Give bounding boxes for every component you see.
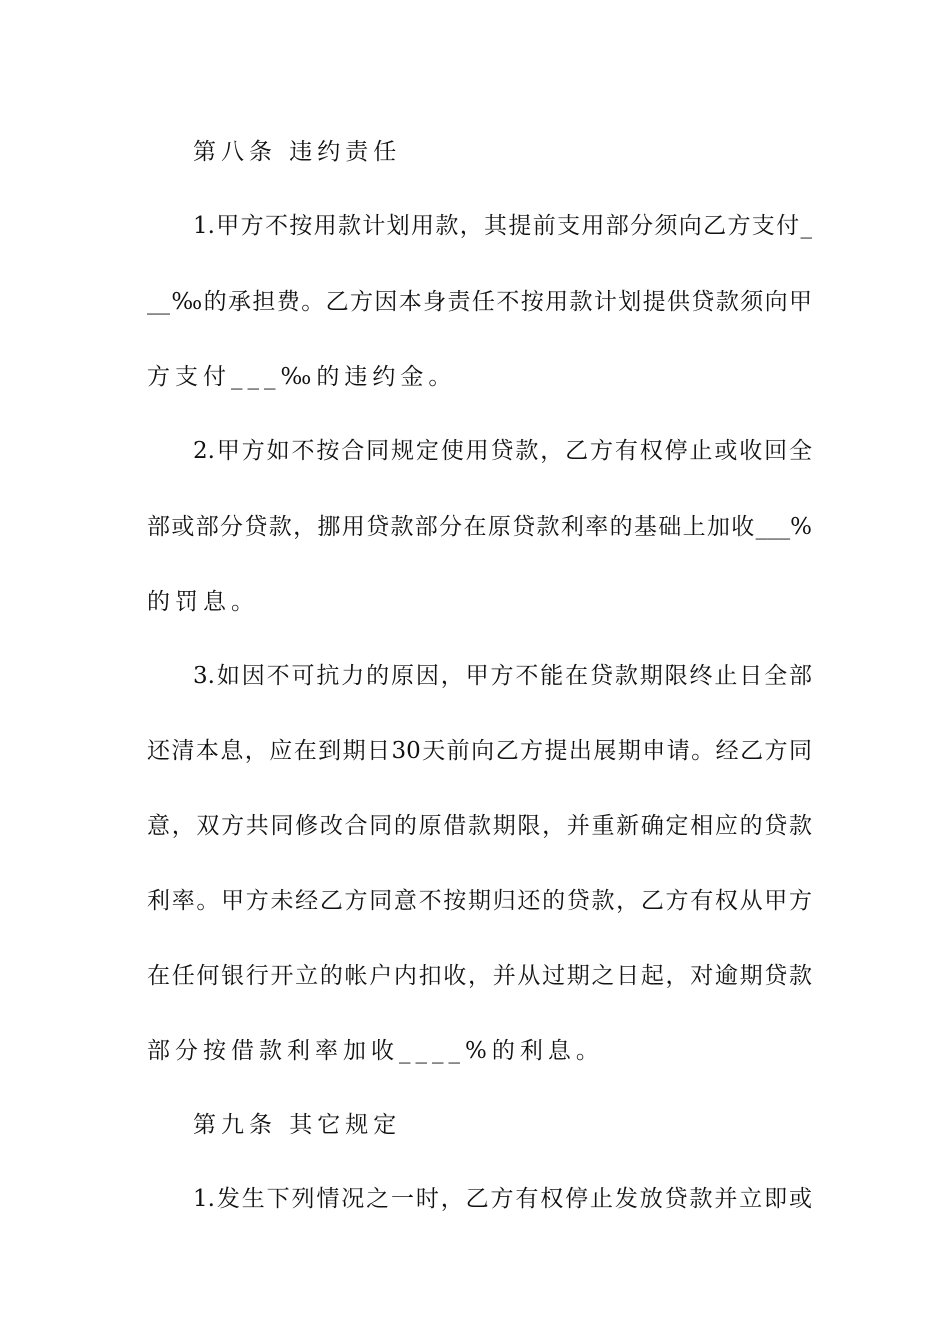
article-8-paragraph-3-line-2: 还清本息，应在到期日30天前向乙方提出展期申请。经乙方同 <box>147 738 812 764</box>
article-8-paragraph-3-line-6: 部分按借款利率加收____%的利息。 <box>147 1038 604 1064</box>
article-8-paragraph-3-line-3: 意，双方共同修改合同的原借款期限，并重新确定相应的贷款 <box>147 813 812 839</box>
article-8-paragraph-1-line-3: 方支付___‰的违约金。 <box>147 364 457 390</box>
article-8-paragraph-3-line-5: 在任何银行开立的帐户内扣收，并从过期之日起，对逾期贷款 <box>147 963 812 989</box>
article-9-paragraph-1-line-1: 1.发生下列情况之一时，乙方有权停止发放贷款并立即或 <box>193 1186 812 1212</box>
article-8-paragraph-1-line-2: __‰的承担费。乙方因本身责任不按用款计划提供贷款须向甲 <box>147 289 812 315</box>
article-8-paragraph-3-line-1: 3.如因不可抗力的原因，甲方不能在贷款期限终止日全部 <box>193 663 812 689</box>
article-8-paragraph-2-line-1: 2.甲方如不按合同规定使用贷款，乙方有权停止或收回全 <box>193 438 812 464</box>
article-8-paragraph-1-line-1: 1.甲方不按用款计划用款，其提前支用部分须向乙方支付_ <box>193 213 812 239</box>
article-8-paragraph-3-line-4: 利率。甲方未经乙方同意不按期归还的贷款，乙方有权从甲方 <box>147 888 812 914</box>
article-8-paragraph-2-line-3: 的罚息。 <box>147 589 259 615</box>
article-9-heading: 第九条 其它规定 <box>193 1112 402 1138</box>
article-8-paragraph-2-line-2: 部或部分贷款，挪用贷款部分在原贷款利率的基础上加收___% <box>147 514 812 540</box>
article-8-heading: 第八条 违约责任 <box>193 139 402 165</box>
